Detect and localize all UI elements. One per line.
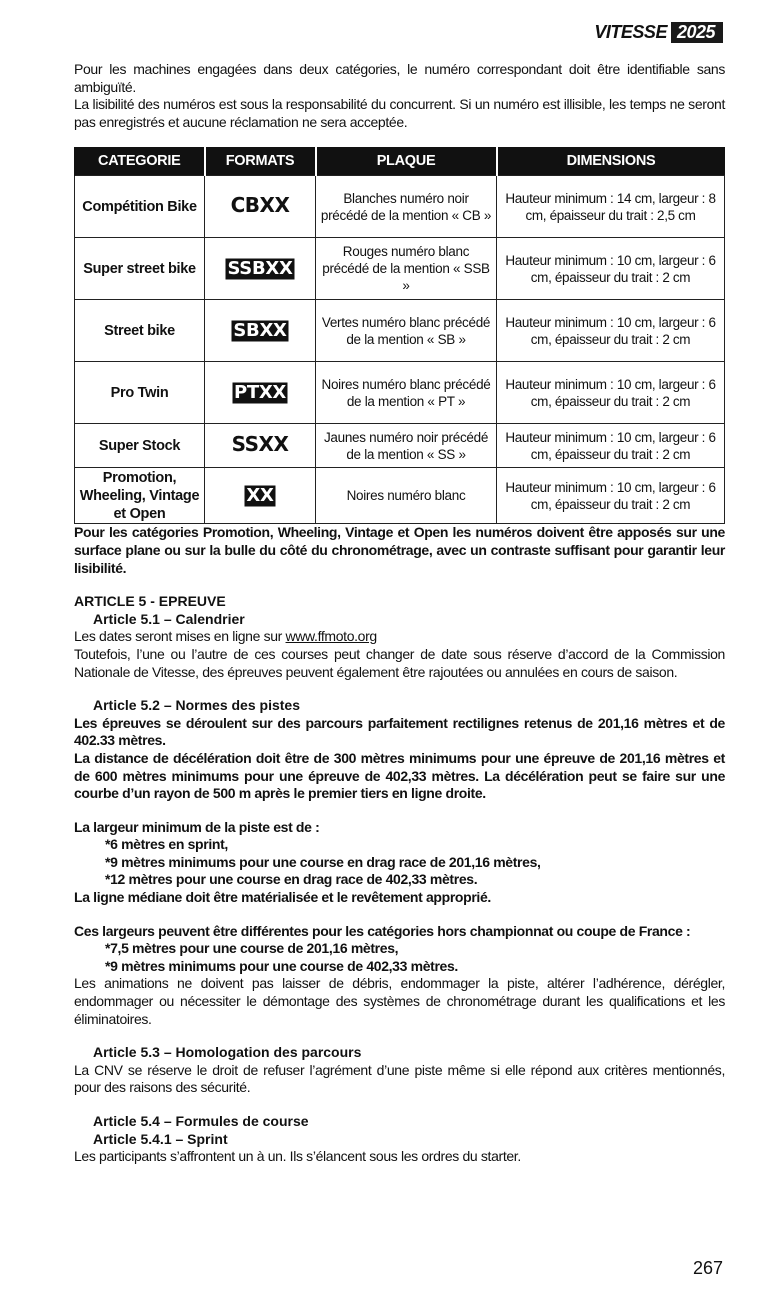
format-plate: XX (243, 484, 276, 508)
cell-category: Street bike (75, 300, 205, 362)
cell-category: Compétition Bike (75, 176, 205, 238)
article-5-4-title: Article 5.4 – Formules de course (93, 1113, 309, 1129)
header-categorie: CATEGORIE (75, 147, 205, 176)
other-width-item: *9 mètres minimums pour une course de 402,33 mètres. (105, 957, 458, 974)
table-row (75, 468, 725, 524)
cell-format (205, 362, 316, 424)
article-5-1-paragraph-2: Toutefois, l’une ou l’autre de ces courses peut changer de date sous réserve d’accord de la Commission Nationale de Vitesse, des épreuves peuvent également être rajoutées ou annulées en cours de saison. (74, 645, 725, 680)
cell-category: Super Stock (75, 424, 205, 468)
cell-category: Pro Twin (75, 362, 205, 424)
numbers-note: Pour les catégories Promotion, Wheeling, Vintage et Open les numéros doivent être apposés sur une surface plane ou sur la bulle du côté du chronométrage, avec un contraste suffisant pour garantir leur lisibilité. (74, 524, 725, 576)
header-plaque: PLAQUE (316, 147, 497, 176)
table-row (75, 238, 725, 300)
cell-dimensions: Hauteur minimum : 10 cm, largeur : 6 cm, épaisseur du trait : 2 cm (497, 238, 725, 300)
cell-plaque: Jaunes numéro noir précédé de la mention « SS » (316, 424, 497, 468)
article-5-2-paragraph-2: La distance de décélération doit être de 300 mètres minimums pour une épreuve de 201,16 mètres et de 600 mètres minimums pour une épreuve de 402,33 mètres. La décélération peut se faire sur une courbe d’un rayon de 500 m après le premier tiers en ligne droite. (74, 749, 725, 802)
cell-dimensions: Hauteur minimum : 14 cm, largeur : 8 cm, épaisseur du trait : 2,5 cm (497, 176, 725, 238)
median-line-text: La ligne médiane doit être matérialisée et le revêtement approprié. (74, 889, 491, 906)
cell-dimensions: Hauteur minimum : 10 cm, largeur : 6 cm, épaisseur du trait : 2 cm (497, 300, 725, 362)
format-plate: SBXX (230, 319, 289, 343)
cell-category: Promotion, Wheeling, Vintage et Open (75, 468, 205, 524)
categories-table (74, 147, 725, 524)
cell-format (205, 468, 316, 524)
track-width-item: *6 mètres en sprint, (105, 836, 228, 853)
article-5-1-title: Article 5.1 – Calendrier (93, 610, 245, 627)
other-width-item: *7,5 mètres pour une course de 201,16 mètres, (105, 940, 399, 957)
article-5-4-1-title: Article 5.4.1 – Sprint (93, 1130, 228, 1147)
article-5-2-paragraph-1: Les épreuves se déroulent sur des parcours parfaitement rectilignes retenus de 201,16 mètres et de 402.33 mètres. (74, 714, 725, 749)
format-plate: CBXX (230, 193, 290, 218)
table-row (75, 424, 725, 468)
article-5-title: ARTICLE 5 - EPREUVE (74, 593, 226, 610)
article-5-4-1-text: Les participants s’affrontent un à un. Ils s’élancent sous les ordres du starter. (74, 1148, 521, 1165)
cell-format (205, 424, 316, 468)
cell-plaque: Noires numéro blanc précédé de la mention « PT » (316, 362, 497, 424)
format-plate: PTXX (231, 381, 289, 405)
article-5-3-title: Article 5.3 – Homologation des parcours (93, 1044, 362, 1061)
header-dimensions: DIMENSIONS (497, 147, 725, 176)
article-5-3-text: La CNV se réserve le droit de refuser l’agrément d’une piste même si elle répond aux critères mentionnés, pour des raisons des sécurité. (74, 1061, 725, 1096)
article-5-2-title: Article 5.2 – Normes des pistes (93, 697, 300, 714)
table-header-row (75, 147, 725, 176)
header-formats: FORMATS (205, 147, 316, 176)
page-header (594, 22, 723, 43)
cell-format (205, 300, 316, 362)
intro-paragraph-1: Pour les machines engagées dans deux catégories, le numéro correspondant doit être identifiable sans ambiguïté. (74, 61, 725, 95)
article-5-1-text (74, 628, 725, 646)
header-year: 2025 (671, 22, 723, 43)
cell-dimensions: Hauteur minimum : 10 cm, largeur : 6 cm, épaisseur du trait : 2 cm (497, 362, 725, 424)
header-title: VITESSE (594, 22, 667, 42)
ffmoto-link[interactable]: www.ffmoto.org (285, 628, 377, 645)
article-5 (74, 593, 725, 1166)
cell-plaque: Blanches numéro noir précédé de la mention « CB » (316, 176, 497, 238)
article-5-1-lead: Les dates seront mises en ligne sur (74, 628, 286, 645)
cell-plaque: Rouges numéro blanc précédé de la mention « SSB » (316, 238, 497, 300)
cell-dimensions: Hauteur minimum : 10 cm, largeur : 6 cm, épaisseur du trait : 2 cm (497, 424, 725, 468)
animations-paragraph: Les animations ne doivent pas laisser de débris, endommager la piste, altérer l’adhérence, dérégler, endommager ou nécessiter le démontage des systèmes de chronométrage durant les qualifications et les éliminatoires. (74, 975, 725, 1027)
table-row (75, 300, 725, 362)
other-widths-title: Ces largeurs peuvent être différentes pour les catégories hors championnat ou coupe de France : (74, 922, 691, 939)
cell-dimensions: Hauteur minimum : 10 cm, largeur : 6 cm, épaisseur du trait : 2 cm (497, 468, 725, 524)
page-content (74, 61, 725, 1166)
cell-plaque: Vertes numéro blanc précédé de la mention « SB » (316, 300, 497, 362)
format-plate: SSXX (231, 432, 289, 457)
page-number: 267 (692, 1258, 723, 1278)
other-widths-block (74, 923, 725, 976)
cell-plaque: Noires numéro blanc (316, 468, 497, 524)
cell-category: Super street bike (75, 238, 205, 300)
cell-format (205, 238, 316, 300)
track-width-item: *12 mètres pour une course en drag race de 402,33 mètres. (105, 871, 478, 888)
cell-format (205, 176, 316, 238)
table-row (75, 176, 725, 238)
track-width-title: La largeur minimum de la piste est de : (74, 818, 320, 835)
intro-paragraph-2: La lisibilité des numéros est sous la responsabilité du concurrent. Si un numéro est illisible, les temps ne seront pas enregistrés et aucune réclamation ne sera acceptée. (74, 96, 725, 130)
format-plate: SSBXX (224, 257, 295, 281)
table-row (75, 362, 725, 424)
track-width-block (74, 819, 725, 907)
track-width-item: *9 mètres minimums pour une course en drag race de 201,16 mètres, (105, 853, 541, 870)
